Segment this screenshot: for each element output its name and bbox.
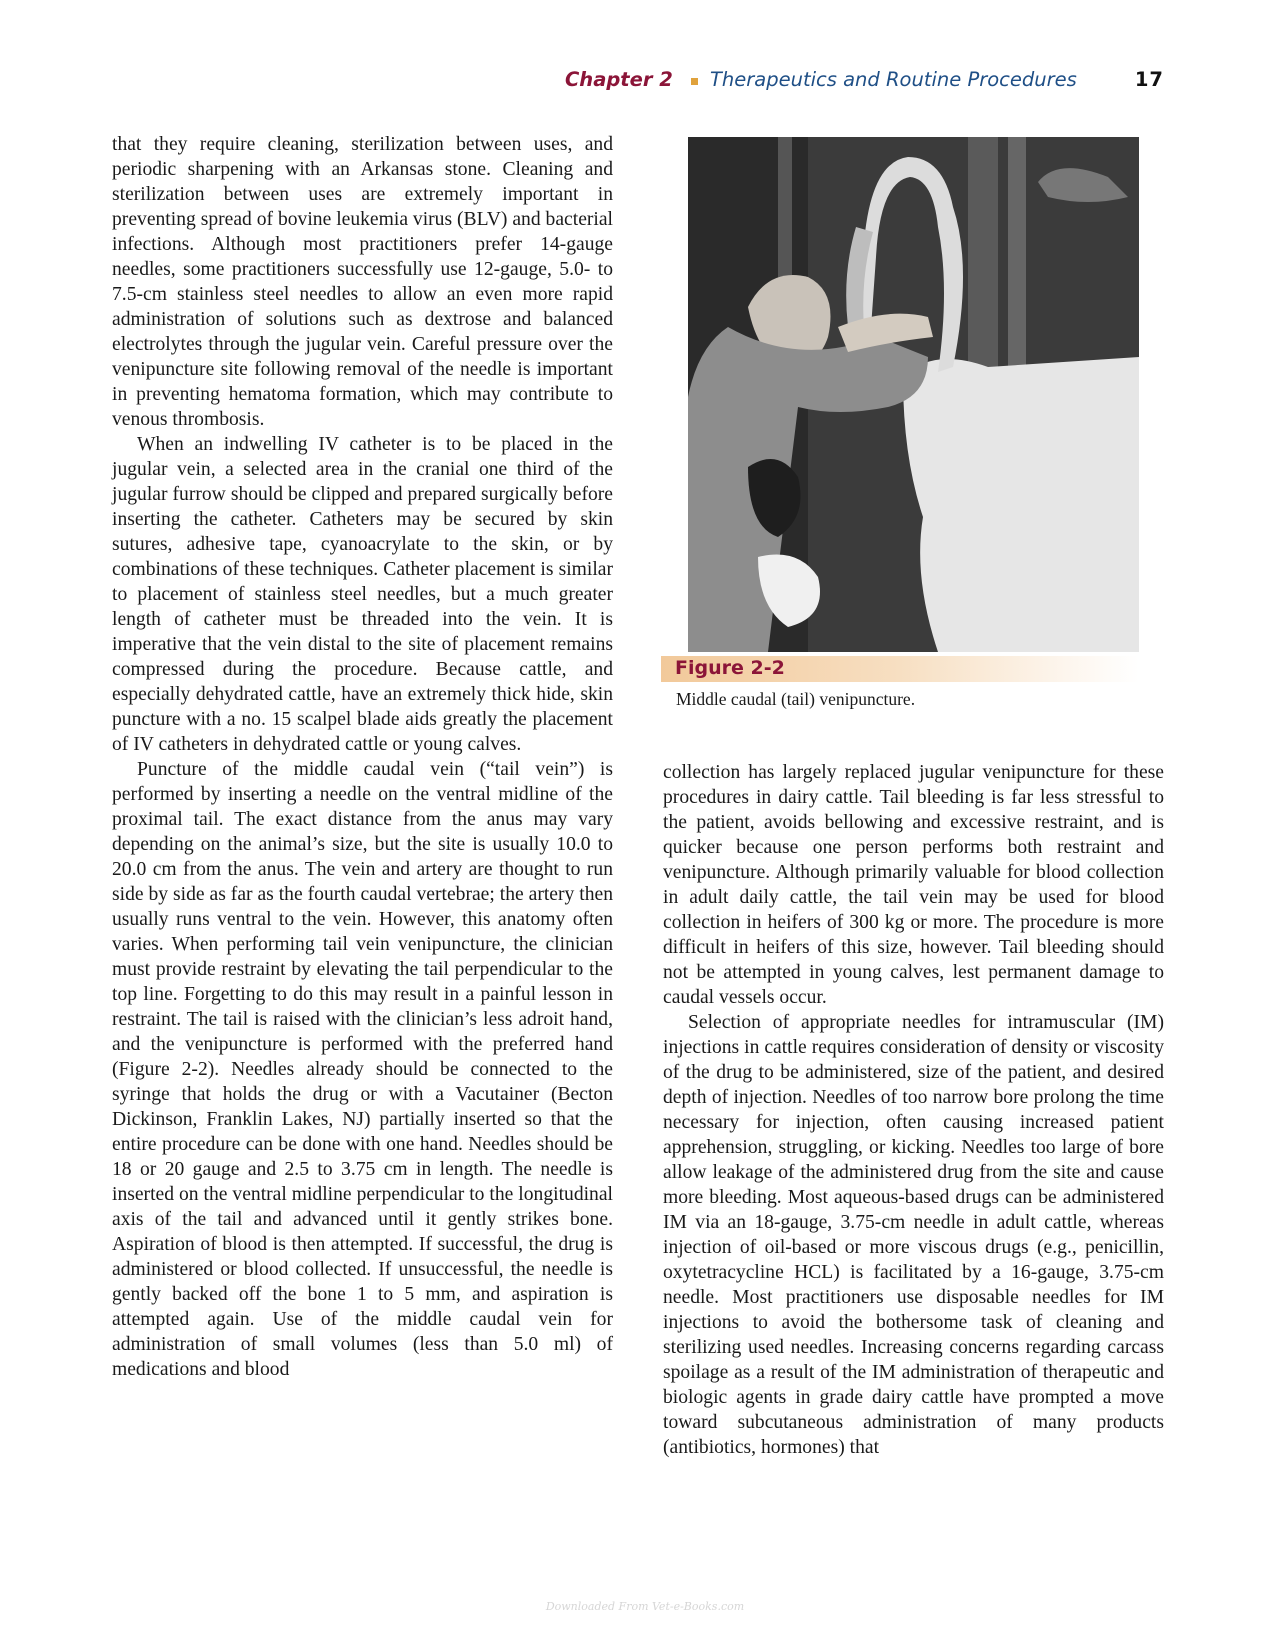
- figure-caption: Middle caudal (tail) venipuncture.: [676, 689, 916, 709]
- figure-label: Figure 2-2: [675, 657, 785, 679]
- left-text-column: [112, 132, 613, 1382]
- footer-watermark: Downloaded From Vet-e-Books.com: [545, 1600, 745, 1613]
- chapter-label: Chapter 2: [565, 68, 673, 91]
- page-number: 17: [1134, 68, 1164, 91]
- photo-illustration: [688, 137, 1139, 652]
- paragraph: that they require cleaning, sterilization between uses, and periodic sharpening with an Arkansas stone. Cleaning and sterilization between uses are extremely important in preventing spread of bovine leukemia virus (BLV) and bacterial infections. Although most practitioners prefer 14-gauge needles, some practitioners successfully use 12-gauge, 5.0- to 7.5-cm stainless steel needles to allow an even more rapid administration of solutions such as dextrose and balanced electrolytes through the jugular vein. Careful pressure over the venipuncture site following removal of the needle is important in preventing hematoma formation, which may contribute to venous thrombosis.: [112, 134, 613, 430]
- paragraph: Selection of appropriate needles for intramuscular (IM) injections in cattle requires consideration of density or viscosity of the drug to be administered, size of the patient, and desired depth of injection. Needles of too narrow bore prolong the time necessary for injection, often causing increased patient apprehension, struggling, or kicking. Needles too large of bore allow leakage of the administered drug from the site and cause more bleeding. Most aqueous-based drugs can be administered IM via an 18-gauge, 3.75-cm needle in adult cattle, whereas injection of oil-based or more viscous drugs (e.g., penicillin, oxytetracycline HCL) is facilitated by a 16-gauge, 3.75-cm needle. Most practitioners use disposable needles for IM injections to avoid the bothersome task of cleaning and sterilizing used needles. Increasing concerns regarding carcass spoilage as a result of the IM administration of therapeutic and biologic agents in grade dairy cattle have prompted a move toward subcutaneous administration of many products (antibiotics, hormones) that: [663, 1012, 1164, 1458]
- bullet-square-icon: [691, 78, 698, 85]
- chapter-title: Therapeutics and Routine Procedures: [710, 68, 1077, 91]
- figure-label-bar: [661, 656, 1139, 682]
- paragraph: Puncture of the middle caudal vein (“tail vein”) is performed by inserting a needle on the ventral midline of the proximal tail. The exact distance from the anus may vary depending on the animal’s size, but the site is usually 10.0 to 20.0 cm from the anus. The vein and artery are thought to run side by side as far as the fourth caudal vertebrae; the artery then usually runs ventral to the vein. However, this anatomy often varies. When performing tail vein venipuncture, the clinician must provide restraint by elevating the tail perpendicular to the top line. Forgetting to do this may result in a painful lesson in restraint. The tail is raised with the clinician’s less adroit hand, and the venipuncture is performed with the preferred hand (Figure 2-2). Needles already should be connected to the syringe that holds the drug or with a Vacutainer (Becton Dickinson, Franklin Lakes, NJ) partially inserted so that the entire procedure can be done with one hand. Needles should be 18 or 20 gauge and 2.5 to 3.75 cm in length. The needle is inserted on the ventral midline perpendicular to the longitudinal axis of the tail and advanced until it gently strikes bone. Aspiration of blood is then attempted. If successful, the drug is administered or blood collected. If unsuccessful, the needle is gently backed off the bone 1 to 5 mm, and aspiration is attempted again. Use of the middle caudal vein for administration of small volumes (less than 5.0 ml) of medications and blood: [112, 759, 613, 1380]
- right-text-column: [663, 760, 1164, 1460]
- paragraph: collection has largely replaced jugular venipuncture for these procedures in dairy cattle. Tail bleeding is far less stressful to the patient, avoids bellowing and excessive restraint, and is quicker because one person performs both restraint and venipuncture. Although primarily valuable for blood collection in adult daily cattle, the tail vein may be used for blood collection in heifers of 300 kg or more. The procedure is more difficult in heifers of this size, however. Tail bleeding should not be attempted in young calves, lest permanent damage to caudal vessels occur.: [663, 762, 1164, 1008]
- running-head: [560, 66, 1170, 96]
- figure-photo-tail-venipuncture: [688, 137, 1139, 652]
- paragraph: When an indwelling IV catheter is to be placed in the jugular vein, a selected area in the cranial one third of the jugular furrow should be clipped and prepared surgically before inserting the catheter. Catheters may be secured by skin sutures, adhesive tape, cyanoacrylate to the skin, or by combinations of these techniques. Catheter placement is similar to placement of stainless steel needles, but a much greater length of catheter must be threaded into the vein. It is imperative that the vein distal to the site of placement remains compressed during the procedure. Because cattle, and especially dehydrated cattle, have an extremely thick hide, skin puncture with a no. 15 scalpel blade aids greatly the placement of IV catheters in dehydrated cattle or young calves.: [112, 434, 613, 755]
